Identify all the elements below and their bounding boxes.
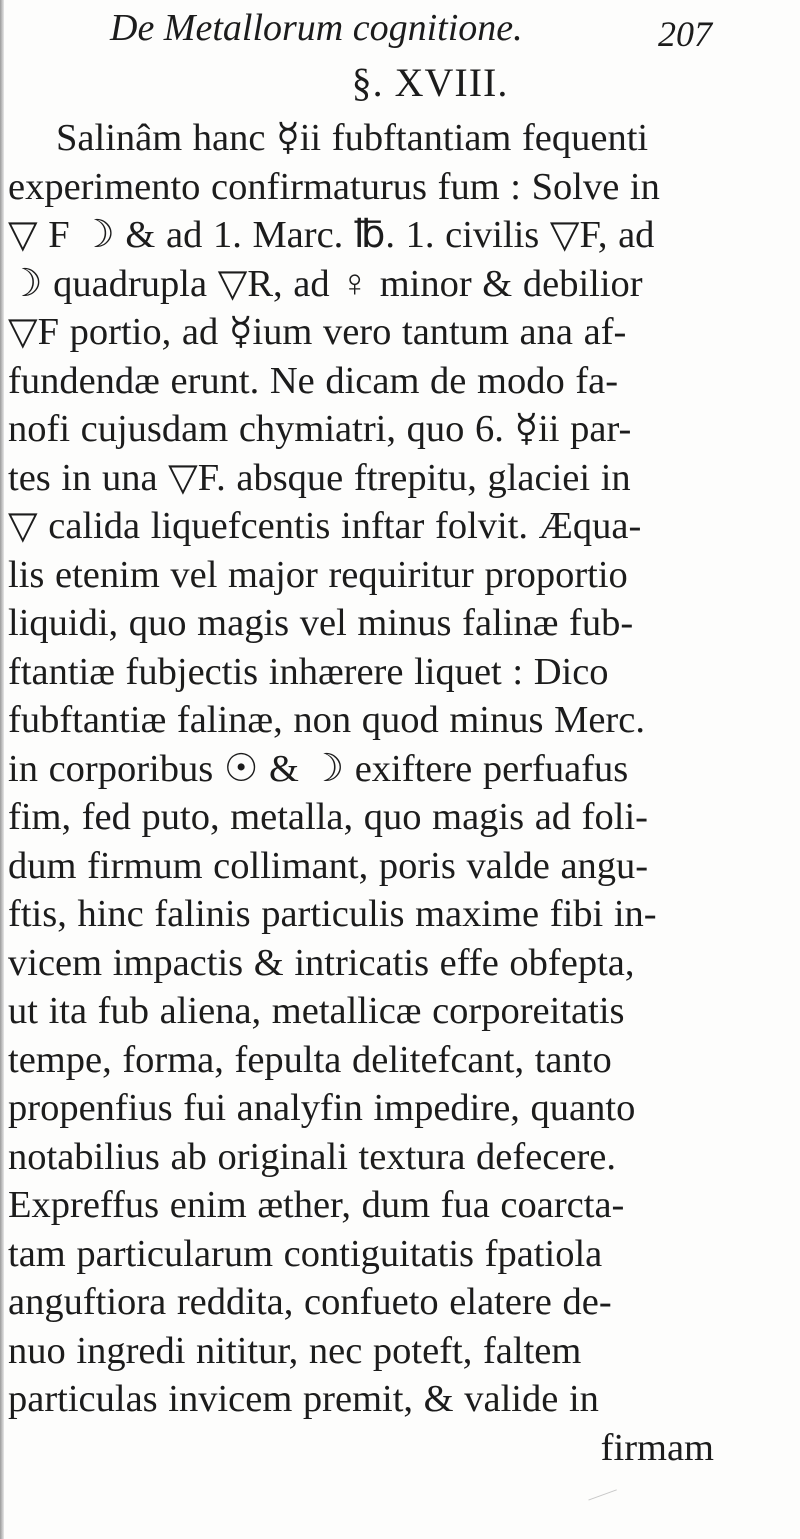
text-line: Salinâm hanc ☿ii fubftantiam fequenti xyxy=(56,117,649,159)
text-line: experimento confirmaturus fum : Solve in xyxy=(8,165,660,208)
text-line: Expreffus enim æther, dum fua coarcta- xyxy=(8,1184,625,1226)
text-line: nofi cujusdam chymiatri, quo 6. ☿ii par- xyxy=(8,408,632,450)
text-line: lis etenim vel major requiritur proportio xyxy=(8,553,628,596)
text-line: ftis, hinc falinis particulis maxime fibi in- xyxy=(8,893,657,935)
text-line: ut ita fub aliena, metallicæ corporeitatis xyxy=(8,990,625,1032)
text-line: particulas invicem premit, & valide in xyxy=(8,1378,599,1420)
body-text xyxy=(0,114,800,1470)
text-line: nuo ingredi nititur, nec poteft, faltem xyxy=(8,1329,582,1372)
page-number: 207 xyxy=(658,14,712,54)
text-line: tempe, forma, fepulta delitefcant, tanto xyxy=(8,1038,612,1081)
text-line: notabilius ab originali textura defecere. xyxy=(8,1135,616,1178)
catchword: firmam xyxy=(600,1426,714,1469)
text-line: ▽ F ☽ & ad 1. Marc. ℔. 1. civilis ▽F, ad xyxy=(8,214,655,256)
paper-mark xyxy=(588,1489,621,1513)
text-line: ☽ quadrupla ▽R, ad ♀ minor & debilior xyxy=(8,262,643,305)
section-heading: §. XVIII. xyxy=(351,60,509,105)
text-line: vicem impactis & intricatis effe obfepta, xyxy=(8,941,635,984)
text-line: propenfius fui analyfin impedire, quanto xyxy=(8,1087,636,1129)
text-line: liquidi, quo magis vel minus falinæ fub- xyxy=(8,602,634,644)
text-line: tam particularum contiguitatis fpatiola xyxy=(8,1232,603,1275)
text-line: ▽F portio, ad ☿ium vero tantum ana af- xyxy=(8,311,627,353)
text-line: tes in una ▽F. absque ftrepitu, glaciei in xyxy=(8,456,631,499)
text-line: ▽ calida liquefcentis inftar folvit. Æqua- xyxy=(8,505,642,547)
text-line: dum firmum collimant, poris valde angu- xyxy=(8,844,649,887)
text-line: ftantiæ fubjectis inhærere liquet : Dico xyxy=(8,650,609,693)
text-line: anguftiora reddita, confueto elatere de- xyxy=(8,1281,612,1323)
text-line: in corporibus ☉ & ☽ exiftere perfuafus xyxy=(8,747,629,790)
running-title: De Metallorum cognitione. xyxy=(110,7,523,49)
text-line: fim, fed puto, metalla, quo magis ad foli- xyxy=(8,796,648,838)
text-line: fubftantiæ falinæ, non quod minus Merc. xyxy=(8,699,645,741)
text-line: fundendæ erunt. Ne dicam de modo fa- xyxy=(8,359,619,402)
